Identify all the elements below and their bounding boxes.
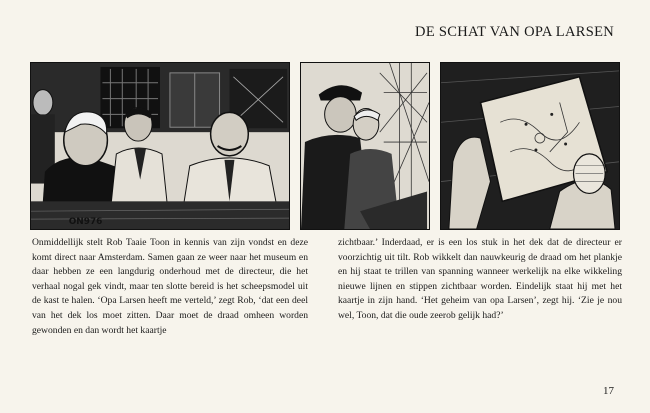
story-paragraph-left: Onmiddellijk stelt Rob Taaie Toon in kennis van zijn vondst en deze komt direct naar Amsterdam. Samen gaan ze weer naar het museum en daar hebben ze een langdurig onderhoud met de directeur, die het verhaal nogal gek vindt, maar ten slotte bereid is het scheepsmodel uit de kast te halen. ‘Opa Larsen heeft me verteld,’ zegt Rob, ‘dat een deel van het dek los moet zitten. Daar moet de draad omheen worden gewonden en dan wordt het kaartje <box>32 237 308 336</box>
comic-panel-ship-deck <box>300 62 430 230</box>
comic-panel-map <box>440 62 620 230</box>
office-scene-illustration <box>31 63 289 229</box>
comic-panel-office <box>30 62 290 230</box>
ship-deck-illustration <box>301 63 429 229</box>
page-number: 17 <box>603 385 614 397</box>
page-title: DE SCHAT VAN OPA LARSEN <box>415 24 614 40</box>
story-text-right-column <box>338 236 622 324</box>
story-text-left-column <box>32 236 308 338</box>
story-paragraph-right: zichtbaar.’ Inderdaad, er is een los stuk in het dek dat de directeur er voorzichtig uit tilt. Rob wikkelt dan nauwkeurig de draad om het plankje en hij staat te trillen van spanning wanneer werkelijk na elke wikkeling nieuwe lijnen en stippen zichtbaar worden. Eindelijk staat hij met het kaartje in zijn hand. ‘Het geheim van opa Larsen’, zegt hij. ‘Zie je nou wel, Toon, dat die oude zeerob gelijk had?’ <box>338 237 622 321</box>
treasure-map-illustration <box>441 63 619 229</box>
artist-signature: ON976 <box>68 217 103 228</box>
